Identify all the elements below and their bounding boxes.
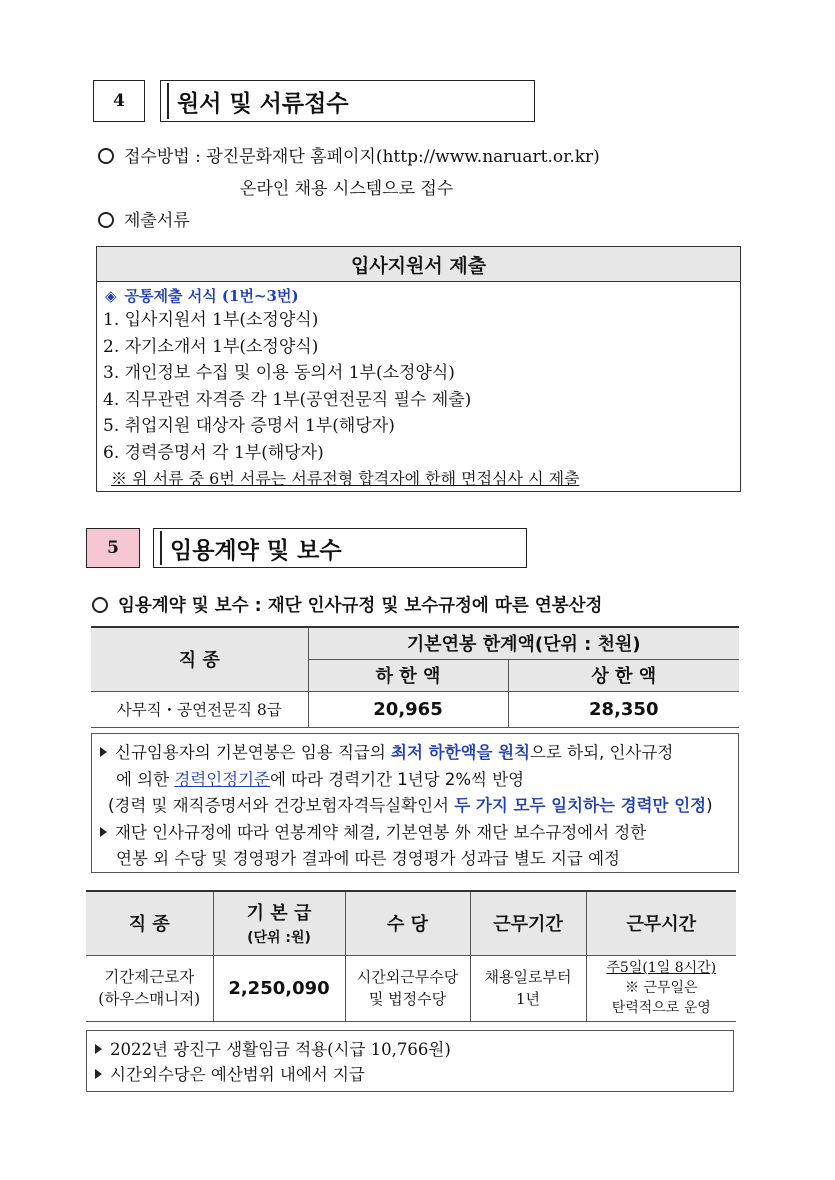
section-number-4: 4 xyxy=(93,80,145,122)
triangle-bullet-icon xyxy=(100,747,107,757)
cell-high: 28,350 xyxy=(508,691,739,727)
section-title-4 xyxy=(160,80,535,122)
note-line: 에 의한 경력인정기준에 따라 경력기간 1년당 2%씩 반영 xyxy=(116,769,525,789)
cell-hours: 주5일(1일 8시간) ※ 근무일은 탄력적으로 운영 xyxy=(586,955,736,1021)
header-period: 근무기간 xyxy=(470,891,586,955)
triangle-bullet-icon xyxy=(95,1069,102,1079)
list-item: 6. 경력증명서 각 1부(해당자) xyxy=(103,442,324,463)
title-bar-decoration xyxy=(160,531,162,565)
salary-notes xyxy=(100,740,713,873)
list-item: 3. 개인정보 수집 및 이용 동의서 1부(소정양식) xyxy=(103,363,455,383)
list-item: 2. 자기소개서 1부(소정양식) xyxy=(103,336,319,357)
circle-bullet-icon xyxy=(98,148,114,164)
section-title-text: 임용계약 및 보수 xyxy=(170,537,342,564)
circle-bullet-icon xyxy=(98,212,114,228)
salary-range-table xyxy=(91,626,739,728)
header-job: 직 종 xyxy=(91,627,308,691)
list-item: 4. 직무관련 자격증 각 1부(공연전문직 필수 제출) xyxy=(103,389,472,410)
note-line: 2022년 광진구 생활임금 적용(시급 10,766원) xyxy=(95,1037,451,1062)
list-item: 1. 입사지원서 1부(소정양식) xyxy=(103,310,319,330)
cell-allowance: 시간외근무수당 및 법정수당 xyxy=(345,955,470,1021)
docs-line xyxy=(98,206,190,231)
common-forms-label: ◈ 공통제출 서식 (1번~3번) xyxy=(105,287,299,305)
documents-box-header: 입사지원서 제출 xyxy=(97,247,740,282)
header-range: 기본연봉 한계액(단위 : 천원) xyxy=(308,627,739,659)
cell-job: 사무직・공연전문직 8급 xyxy=(91,691,308,727)
wage-notes-box xyxy=(86,1030,734,1092)
section-number-5: 5 xyxy=(86,528,140,568)
method-continue: 온라인 채용 시스템으로 접수 xyxy=(240,179,454,199)
section-title-text: 원서 및 서류접수 xyxy=(177,90,349,117)
header-base: 기 본 급 (단위 :원) xyxy=(213,891,345,955)
documents-box xyxy=(96,246,741,492)
method-text: 접수방법 : 광진문화재단 홈페이지(http://www.naruart.or.kr) xyxy=(124,147,600,167)
note-line: 시간외수당은 예산범위 내에서 지급 xyxy=(95,1062,451,1087)
docs-text: 제출서류 xyxy=(124,211,190,231)
wage-notes xyxy=(95,1037,451,1087)
section-title-5 xyxy=(153,528,527,568)
list-item: 5. 취업지원 대상자 증명서 1부(해당자) xyxy=(103,416,395,436)
header-high: 상 한 액 xyxy=(508,659,739,691)
pay-subtitle-text: 임용계약 및 보수 : 재단 인사규정 및 보수규정에 따른 연봉산정 xyxy=(118,596,603,616)
triangle-bullet-icon xyxy=(100,827,107,837)
documents-note: ※ 위 서류 중 6번 서류는 서류전형 합격자에 한해 면접심사 시 제출 xyxy=(111,469,580,488)
cell-job: 기간제근로자 (하우스매니저) xyxy=(86,955,213,1021)
diamond-icon: ◈ xyxy=(105,287,117,305)
cell-low: 20,965 xyxy=(308,691,508,727)
method-line xyxy=(98,142,600,167)
pay-subtitle xyxy=(92,592,602,617)
salary-notes-box xyxy=(91,733,739,873)
circle-bullet-icon xyxy=(92,597,108,613)
note-line: (경력 및 재직증명서와 건강보험자격득실확인서 두 가지 모두 일치하는 경력만 인정) xyxy=(108,796,713,815)
header-hours: 근무시간 xyxy=(586,891,736,955)
note-line: 재단 인사규정에 따라 연봉계약 체결, 기본연봉 外 재단 보수규정에서 정한 xyxy=(100,820,713,847)
header-allowance: 수 당 xyxy=(345,891,470,955)
triangle-bullet-icon xyxy=(95,1044,102,1054)
note-line: 신규임용자의 기본연봉은 임용 직급의 최저 하한액을 원칙으로 하되, 인사규정 xyxy=(100,740,713,767)
cell-base: 2,250,090 xyxy=(213,955,345,1021)
wage-table xyxy=(86,890,736,1022)
documents-list xyxy=(103,307,471,466)
cell-period: 채용일로부터 1년 xyxy=(470,955,586,1021)
title-bar-decoration xyxy=(167,83,169,119)
header-job: 직 종 xyxy=(86,891,213,955)
note-line: 연봉 외 수당 및 경영평가 결과에 따른 경영평가 성과급 별도 지급 예정 xyxy=(116,849,620,868)
header-low: 하 한 액 xyxy=(308,659,508,691)
